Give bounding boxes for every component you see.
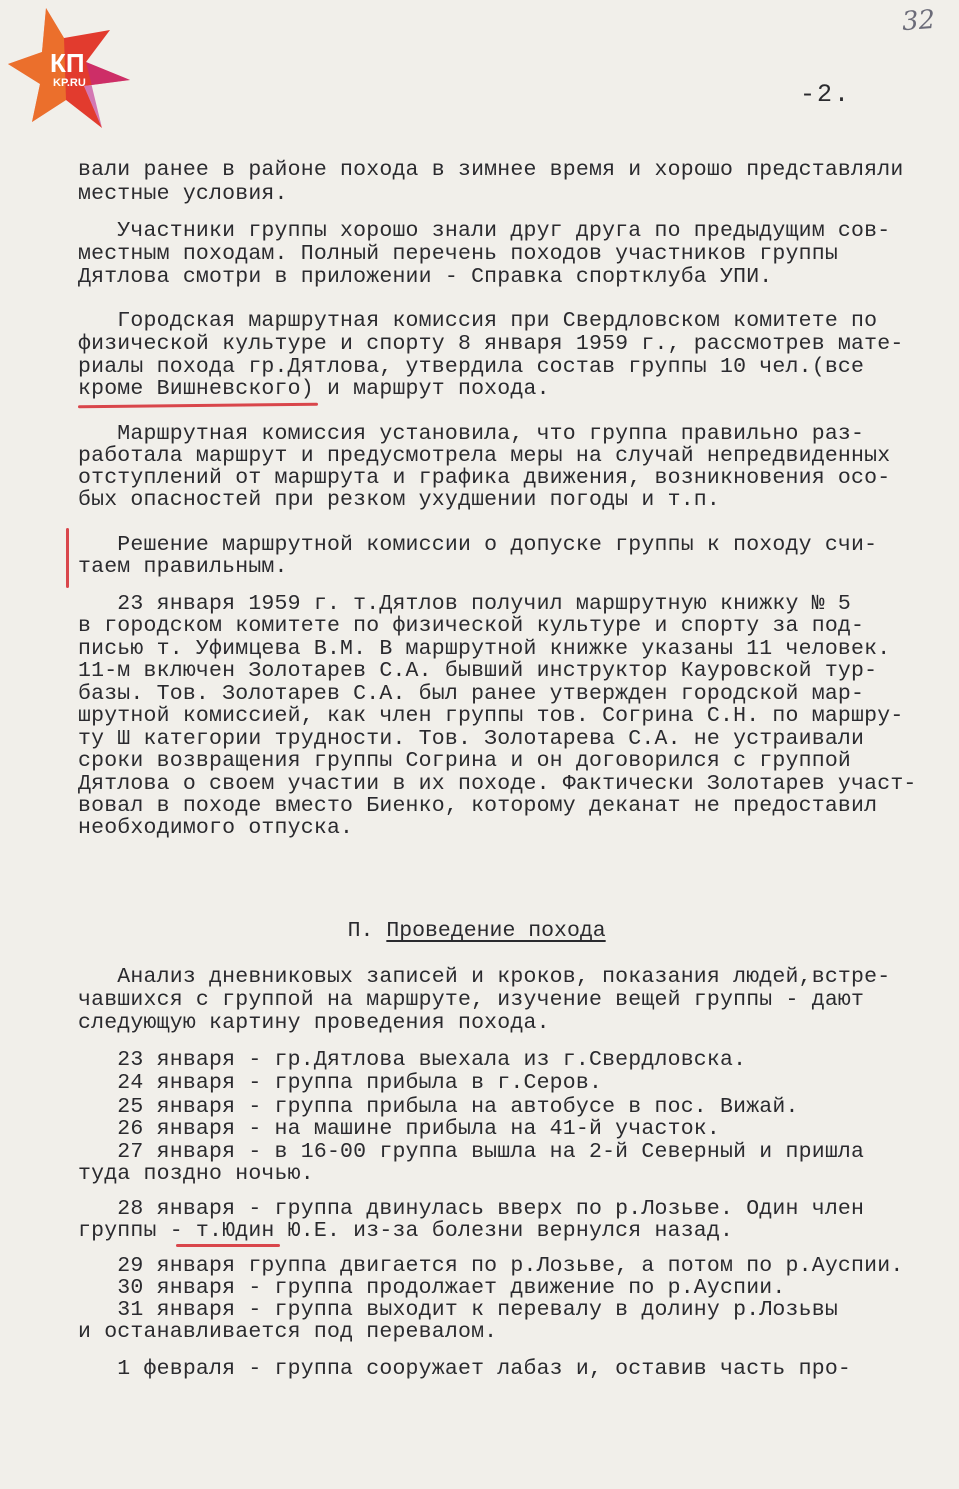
text-line: ту Ш категории трудности. Тов. Золотарева С.А. не устраивали	[78, 727, 865, 751]
handwritten-page-number: 32	[900, 4, 937, 38]
text-line: и останавливается под перевалом.	[78, 1320, 498, 1344]
logo-subtext: KP.RU	[53, 77, 86, 89]
text-line: чавшихся с группой на маршруте, изучение вещей группы - дают	[78, 988, 865, 1012]
red-margin-mark	[66, 528, 69, 588]
text-line: 1 февраля - группа сооружает лабаз и, оставив часть про-	[78, 1357, 852, 1381]
text-line: 28 января - группа двинулась вверх по р.Лозьве. Один член	[78, 1197, 865, 1221]
text-line: Дятлова о своем участии в их походе. Фактически Золотарев участ-	[78, 772, 917, 796]
text-line: 25 января - группа прибыла на автобусе в пос. Вижай.	[78, 1095, 799, 1119]
text-line: вовал в походе вместо Биенко, которому деканат не предоставил	[78, 794, 878, 818]
text-line: Городская маршрутная комиссия при Свердловском комитете по	[78, 309, 878, 333]
text-line: туда поздно ночью.	[78, 1162, 314, 1186]
text-line: Анализ дневниковых записей и кроков, показания людей,встре-	[78, 965, 891, 989]
text-line: работала маршрут и предусмотрела меры на случай непредвиденных	[78, 444, 891, 468]
text-line: шрутной комиссией, как член группы тов. Согрина С.Н. по маршру-	[78, 704, 904, 728]
text-line: вали ранее в районе похода в зимнее время и хорошо представляли	[78, 158, 904, 182]
text-line: местные условия.	[78, 182, 288, 206]
text-line: 30 января - группа продолжает движение по р.Ауспии.	[78, 1276, 786, 1300]
text-line: 23 января 1959 г. т.Дятлов получил маршрутную книжку № 5	[78, 592, 852, 616]
text-line: местным походам. Полный перечень походов участников группы	[78, 242, 838, 266]
page-number: -2.	[800, 80, 852, 109]
text-line: 29 января группа двигается по р.Лозьве, а потом по р.Ауспии.	[78, 1254, 904, 1278]
text-line: группы - т.Юдин Ю.Е. из-за болезни вернулся назад.	[78, 1219, 734, 1243]
text-line: 26 января - на машине прибыла на 41-й участок.	[78, 1117, 721, 1141]
section-title: Проведение похода	[386, 919, 606, 943]
text-line: 11-м включен Золотарев С.А. бывший инструктор Кауровской тур-	[78, 659, 878, 683]
text-line: Участники группы хорошо знали друг друга по предыдущим сов-	[78, 219, 891, 243]
text-line: отступлений от маршрута и графика движения, возникновения осо-	[78, 466, 891, 490]
text-line: 31 января - группа выходит к перевалу в долину р.Лозьвы	[78, 1298, 838, 1322]
text-line: физической культуре и спорту 8 января 1959 г., рассмотрев матe-	[78, 332, 904, 356]
text-line: Решение маршрутной комиссии о допуске группы к походу счи-	[78, 533, 878, 557]
logo-text: КП	[50, 48, 85, 78]
text-line: необходимого отпуска.	[78, 816, 354, 840]
text-line: 24 января - группа прибыла в г.Серов.	[78, 1071, 603, 1095]
kp-logo	[6, 4, 132, 130]
text-line: Дятлова смотри в приложении - Справка спортклуба УПИ.	[78, 265, 773, 289]
text-line: базы. Тов. Золотарев С.А. был ранее утвержден городской мар-	[78, 682, 865, 706]
red-underline	[78, 403, 318, 409]
text-line: бых опасностей при резком ухудшении погоды и т.п.	[78, 488, 721, 512]
text-line: писью т. Уфимцева В.М. В маршрутной книжке указаны 11 человек.	[78, 637, 891, 661]
text-line: риалы похода гр.Дятлова, утвердила состав группы 10 чел.(все	[78, 355, 865, 379]
red-underline	[176, 1244, 280, 1247]
text-line: в городском комитете по физической культуре и спорту за под-	[78, 614, 865, 638]
section-heading	[296, 895, 606, 967]
text-line: таем правильным.	[78, 555, 288, 579]
text-line: следующую картину проведения похода.	[78, 1011, 550, 1035]
text-line: кроме Вишневского) и маршрут похода.	[78, 377, 550, 401]
text-line: Маршрутная комиссия установила, что группа правильно раз-	[78, 422, 865, 446]
text-line: сроки возвращения группы Согрина и он договорился с группой	[78, 749, 852, 773]
text-line: 27 января - в 16-00 группа вышла на 2-й Северный и пришла	[78, 1140, 865, 1164]
text-line: 23 января - гр.Дятлова выехала из г.Свердловска.	[78, 1048, 747, 1072]
section-number: П.	[347, 919, 374, 943]
